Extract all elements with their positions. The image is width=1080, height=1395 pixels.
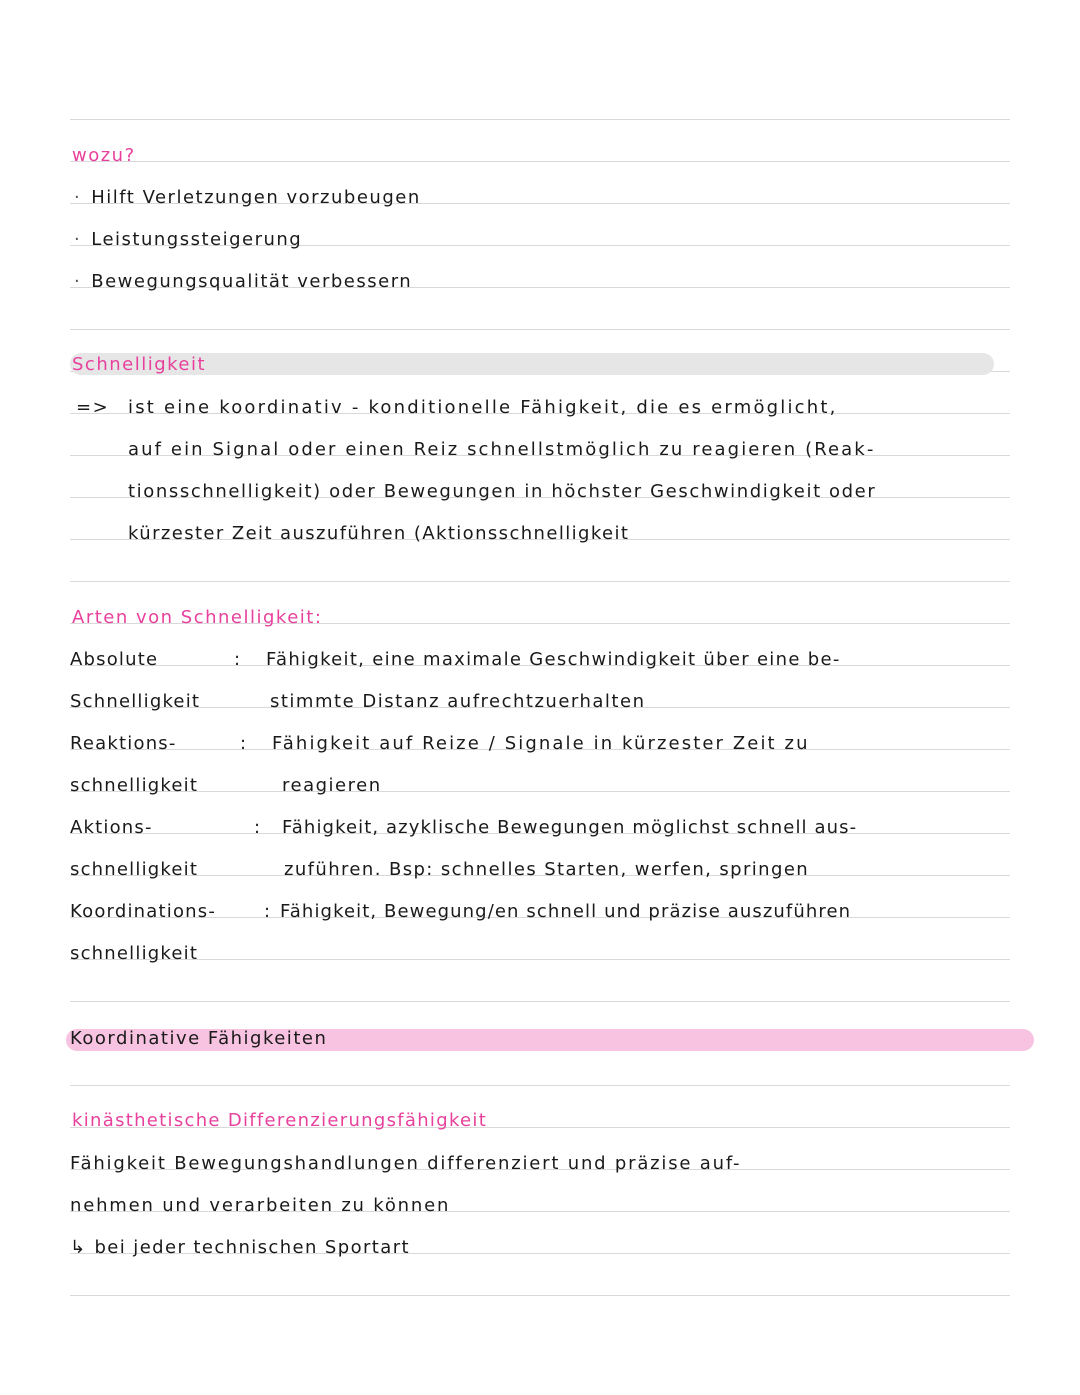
arten-description: Fähigkeit auf Reize / Signale in kürzester Zeit zu — [272, 733, 810, 754]
arten-description: stimmte Distanz aufrechtzuerhalten — [270, 691, 646, 712]
definition-line: tionsschnelligkeit) oder Bewegungen in höchster Geschwindigkeit oder — [128, 481, 877, 502]
schnelligkeit-heading: Schnelligkeit — [72, 354, 207, 375]
kinaesthetisch-heading: kinästhetische Differenzierungsfähigkeit — [72, 1110, 488, 1131]
ruled-line — [70, 581, 1010, 582]
ruled-line — [70, 791, 1010, 792]
wozu-item-text: Bewegungsqualität verbessern — [91, 271, 413, 292]
ruled-line — [70, 1001, 1010, 1002]
kinaesthetisch-line: nehmen und verarbeiten zu können — [70, 1195, 451, 1216]
arten-description: reagieren — [282, 775, 382, 796]
heading-highlight — [70, 353, 994, 375]
arten-term: schnelligkeit — [70, 775, 199, 796]
definition-line: ist eine koordinativ - konditionelle Fähigkeit, die es ermöglicht, — [128, 397, 838, 418]
wozu-item: · Bewegungsqualität verbessern — [74, 271, 413, 292]
wozu-item-text: Hilft Verletzungen vorzubeugen — [91, 187, 421, 208]
arten-term: Reaktions- — [70, 733, 177, 754]
definition-line: auf ein Signal oder einen Reiz schnellstmöglich zu reagieren (Reak- — [128, 439, 876, 460]
arten-heading: Arten von Schnelligkeit: — [72, 607, 323, 628]
arten-term: schnelligkeit — [70, 859, 199, 880]
arten-term: Koordinations- — [70, 901, 217, 922]
arten-description: Fähigkeit, azyklische Bewegungen möglichst schnell aus- — [282, 817, 858, 838]
colon: : — [240, 733, 247, 754]
arten-term: schnelligkeit — [70, 943, 199, 964]
ruled-line — [70, 119, 1010, 120]
arten-description: zuführen. Bsp: schnelles Starten, werfen, springen — [284, 859, 810, 880]
arten-term: Aktions- — [70, 817, 153, 838]
ruled-line — [70, 329, 1010, 330]
wozu-heading: wozu? — [72, 145, 136, 166]
kinaesthetisch-arrow-line — [70, 1237, 410, 1259]
arrow-line-text: bei jeder technischen Sportart — [94, 1237, 410, 1258]
ruled-line — [70, 1295, 1010, 1296]
arten-term: Schnelligkeit — [70, 691, 201, 712]
wozu-item-text: Leistungssteigerung — [91, 229, 303, 250]
arten-description: Fähigkeit, Bewegung/en schnell und präzise auszuführen — [280, 901, 852, 922]
colon: : — [254, 817, 261, 838]
wozu-item: · Leistungssteigerung — [74, 229, 303, 250]
ruled-line — [70, 959, 1010, 960]
colon: : — [264, 901, 271, 922]
colon: : — [234, 649, 241, 670]
definition-line: kürzester Zeit auszuführen (Aktionsschnelligkeit — [128, 523, 630, 544]
ruled-line — [70, 161, 1010, 162]
koordinative-heading: Koordinative Fähigkeiten — [70, 1028, 328, 1049]
kinaesthetisch-line: Fähigkeit Bewegungshandlungen differenziert und präzise auf- — [70, 1153, 742, 1174]
definition-arrow: => — [76, 397, 110, 418]
arten-description: Fähigkeit, eine maximale Geschwindigkeit über eine be- — [266, 649, 841, 670]
ruled-line — [70, 1085, 1010, 1086]
return-arrow-icon: ↳ — [70, 1237, 87, 1258]
wozu-item: · Hilft Verletzungen vorzubeugen — [74, 187, 421, 208]
arten-term: Absolute — [70, 649, 159, 670]
